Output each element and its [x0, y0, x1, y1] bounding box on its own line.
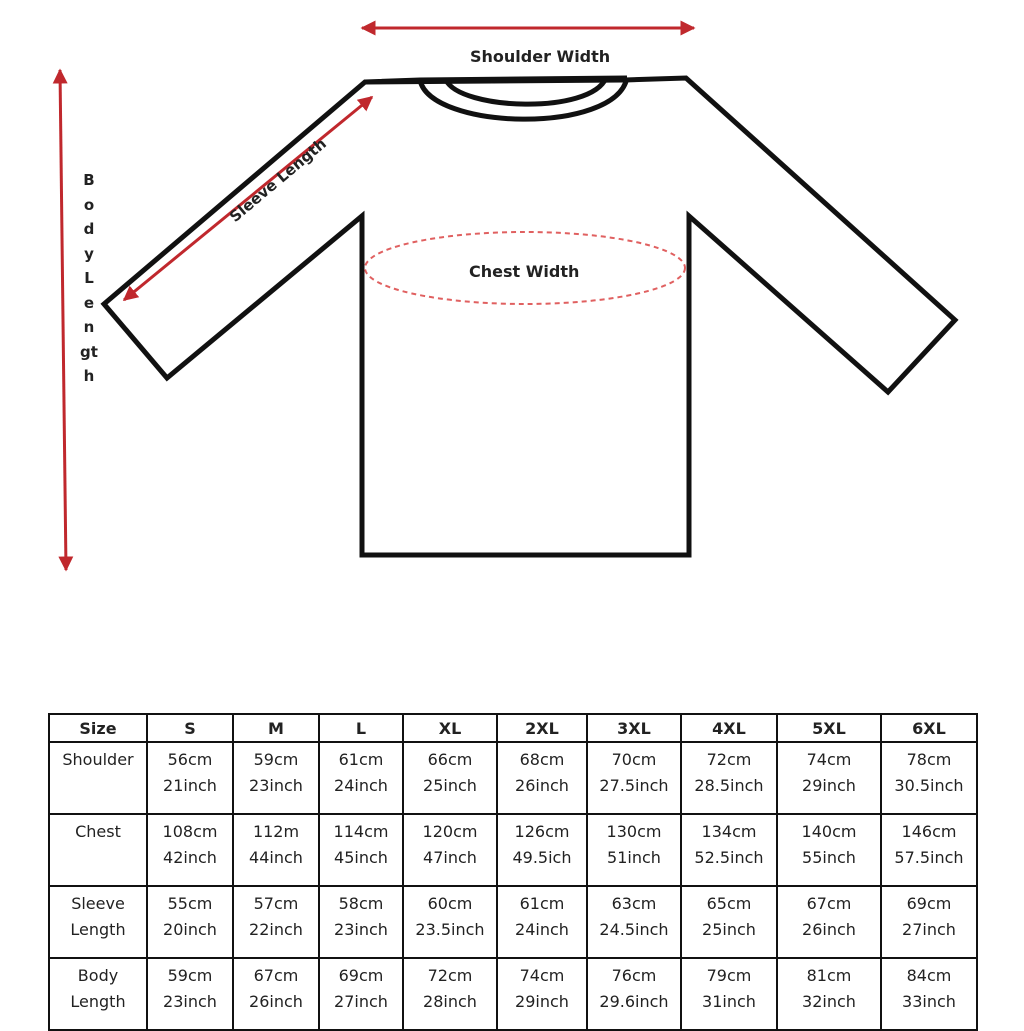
table-cell	[233, 742, 319, 814]
table-header-row	[49, 714, 977, 742]
table-cell	[881, 886, 977, 958]
table-cell	[233, 886, 319, 958]
cell-inch: 27inch	[902, 920, 956, 939]
cell-inch: 27.5inch	[599, 776, 669, 795]
row-label	[49, 814, 147, 886]
row-label-line: Body	[77, 966, 119, 985]
cell-cm: 79cm	[706, 966, 752, 985]
table-cell	[497, 886, 587, 958]
cell-inch: 57.5inch	[894, 848, 964, 867]
table-cell	[777, 958, 881, 1030]
cell-inch: 20inch	[163, 920, 217, 939]
table-row	[49, 742, 977, 814]
chest-width-label: Chest Width	[469, 262, 580, 281]
cell-cm: 72cm	[427, 966, 473, 985]
cell-inch: 31inch	[702, 992, 756, 1011]
table-row	[49, 958, 977, 1030]
row-label-line: Chest	[75, 822, 121, 841]
table-row	[49, 886, 977, 958]
table-cell	[497, 814, 587, 886]
cell-cm: 74cm	[519, 966, 565, 985]
row-label-line: Length	[70, 920, 126, 939]
header-size-6xl: 6XL	[881, 714, 977, 742]
table-cell	[403, 886, 497, 958]
shoulder-width-label: Shoulder Width	[470, 47, 611, 66]
cell-cm: 146cm	[901, 822, 957, 841]
cell-inch: 28inch	[423, 992, 477, 1011]
cell-cm: 69cm	[338, 966, 384, 985]
table-row	[49, 814, 977, 886]
table-cell	[147, 958, 233, 1030]
cell-inch: 33inch	[902, 992, 956, 1011]
cell-cm: 59cm	[253, 750, 299, 769]
row-label-line: Length	[70, 992, 126, 1011]
cell-inch: 24.5inch	[599, 920, 669, 939]
table-cell	[403, 814, 497, 886]
cell-inch: 49.5ich	[512, 848, 572, 867]
table-cell	[777, 742, 881, 814]
cell-cm: 134cm	[701, 822, 757, 841]
table-cell	[403, 958, 497, 1030]
cell-inch: 26inch	[802, 920, 856, 939]
cell-inch: 55inch	[802, 848, 856, 867]
cell-inch: 23.5inch	[415, 920, 485, 939]
table-cell	[147, 742, 233, 814]
row-label-line: Sleeve	[71, 894, 125, 913]
header-size-2xl: 2XL	[497, 714, 587, 742]
table-cell	[319, 886, 403, 958]
cell-inch: 42inch	[163, 848, 217, 867]
row-label-line: Shoulder	[62, 750, 134, 769]
cell-cm: 120cm	[422, 822, 478, 841]
cell-cm: 74cm	[806, 750, 852, 769]
cell-inch: 52.5inch	[694, 848, 764, 867]
table-cell	[147, 814, 233, 886]
cell-cm: 60cm	[427, 894, 473, 913]
cell-inch: 24inch	[334, 776, 388, 795]
table-cell	[233, 958, 319, 1030]
header-size-s: S	[147, 714, 233, 742]
header-size-4xl: 4XL	[681, 714, 777, 742]
cell-cm: 61cm	[338, 750, 384, 769]
body-length-label: BodyLength	[80, 171, 98, 385]
table-cell	[319, 814, 403, 886]
cell-inch: 23inch	[334, 920, 388, 939]
cell-inch: 29inch	[802, 776, 856, 795]
cell-inch: 45inch	[334, 848, 388, 867]
cell-cm: 63cm	[611, 894, 657, 913]
size-chart-table	[48, 713, 978, 1031]
cell-inch: 30.5inch	[894, 776, 964, 795]
cell-inch: 32inch	[802, 992, 856, 1011]
table-cell	[881, 742, 977, 814]
table-cell	[881, 814, 977, 886]
cell-inch: 29inch	[515, 992, 569, 1011]
cell-inch: 22inch	[249, 920, 303, 939]
header-size-m: M	[233, 714, 319, 742]
table-cell	[587, 886, 681, 958]
cell-inch: 29.6inch	[599, 992, 669, 1011]
cell-inch: 24inch	[515, 920, 569, 939]
cell-inch: 51inch	[607, 848, 661, 867]
cell-inch: 25inch	[702, 920, 756, 939]
cell-cm: 61cm	[519, 894, 565, 913]
cell-cm: 108cm	[162, 822, 218, 841]
table-cell	[233, 814, 319, 886]
cell-inch: 26inch	[249, 992, 303, 1011]
cell-cm: 58cm	[338, 894, 384, 913]
row-label	[49, 742, 147, 814]
table-cell	[587, 958, 681, 1030]
table-cell	[777, 886, 881, 958]
cell-cm: 65cm	[706, 894, 752, 913]
cell-inch: 27inch	[334, 992, 388, 1011]
sleeve-length-label: Sleeve Length	[226, 134, 330, 226]
table-cell	[587, 742, 681, 814]
cell-cm: 130cm	[606, 822, 662, 841]
table-cell	[319, 958, 403, 1030]
cell-inch: 23inch	[249, 776, 303, 795]
header-size-xl: XL	[403, 714, 497, 742]
row-label	[49, 958, 147, 1030]
cell-cm: 81cm	[806, 966, 852, 985]
cell-cm: 67cm	[253, 966, 299, 985]
cell-inch: 44inch	[249, 848, 303, 867]
cell-cm: 126cm	[514, 822, 570, 841]
cell-cm: 69cm	[906, 894, 952, 913]
cell-cm: 59cm	[167, 966, 213, 985]
header-size-5xl: 5XL	[777, 714, 881, 742]
cell-cm: 140cm	[801, 822, 857, 841]
cell-cm: 114cm	[333, 822, 389, 841]
cell-cm: 78cm	[906, 750, 952, 769]
row-label	[49, 886, 147, 958]
cell-cm: 55cm	[167, 894, 213, 913]
cell-inch: 21inch	[163, 776, 217, 795]
header-size: Size	[49, 714, 147, 742]
table-cell	[681, 742, 777, 814]
table-cell	[777, 814, 881, 886]
table-cell	[587, 814, 681, 886]
table-cell	[403, 742, 497, 814]
table-cell	[497, 742, 587, 814]
cell-cm: 112m	[252, 822, 300, 841]
cell-inch: 25inch	[423, 776, 477, 795]
sweater-outline	[104, 78, 955, 555]
cell-cm: 70cm	[611, 750, 657, 769]
header-size-3xl: 3XL	[587, 714, 681, 742]
cell-inch: 28.5inch	[694, 776, 764, 795]
table-cell	[681, 814, 777, 886]
cell-cm: 66cm	[427, 750, 473, 769]
cell-cm: 84cm	[906, 966, 952, 985]
table-cell	[497, 958, 587, 1030]
table-cell	[681, 958, 777, 1030]
cell-cm: 72cm	[706, 750, 752, 769]
cell-inch: 26inch	[515, 776, 569, 795]
cell-cm: 76cm	[611, 966, 657, 985]
table-cell	[681, 886, 777, 958]
cell-cm: 68cm	[519, 750, 565, 769]
table-cell	[147, 886, 233, 958]
table-cell	[881, 958, 977, 1030]
table-cell	[319, 742, 403, 814]
header-size-l: L	[319, 714, 403, 742]
cell-inch: 23inch	[163, 992, 217, 1011]
cell-inch: 47inch	[423, 848, 477, 867]
cell-cm: 67cm	[806, 894, 852, 913]
cell-cm: 57cm	[253, 894, 299, 913]
cell-cm: 56cm	[167, 750, 213, 769]
body-length-arrow	[60, 70, 66, 570]
